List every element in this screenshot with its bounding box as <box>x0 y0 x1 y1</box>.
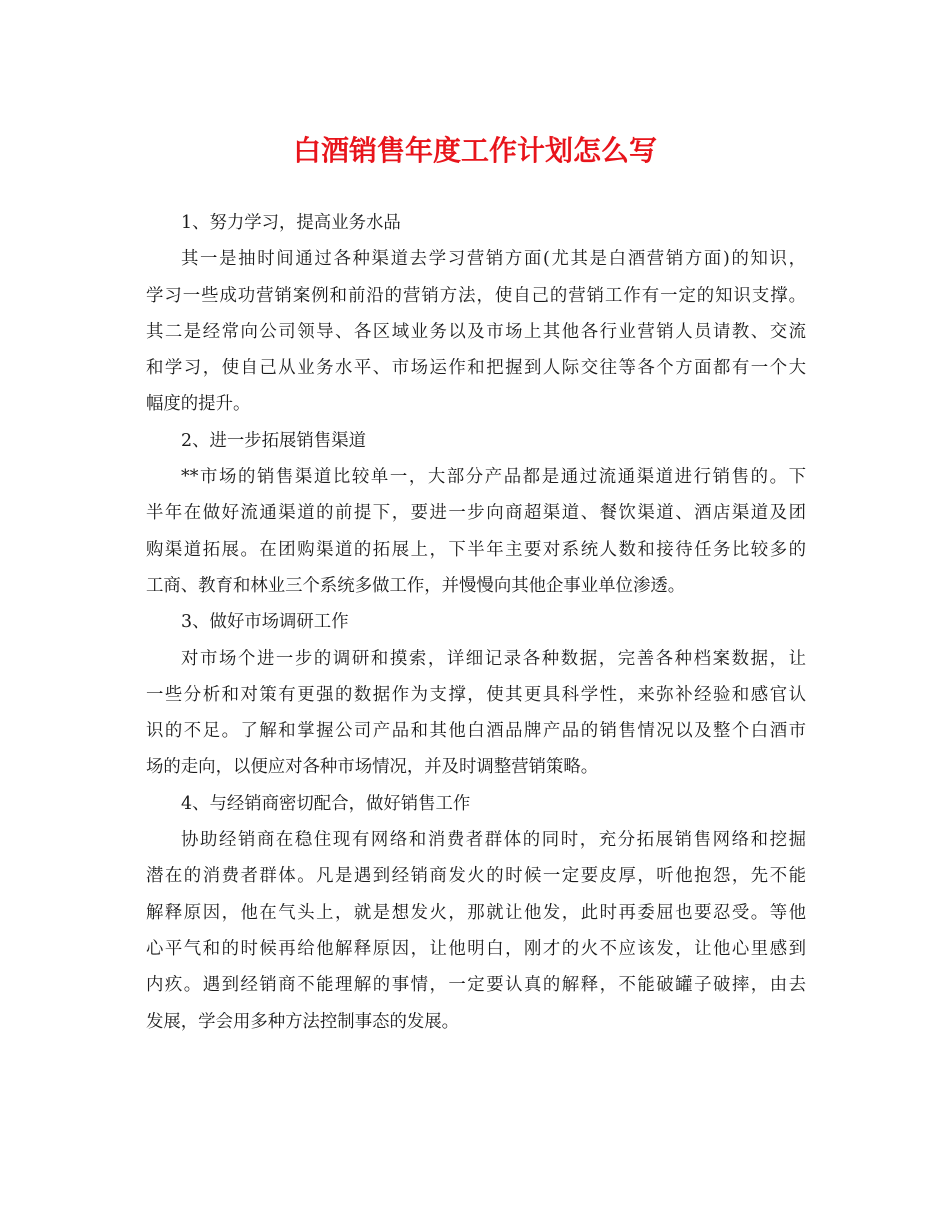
body-text-line: 发展，学会用多种方法控制事态的发展。 <box>146 1011 460 1032</box>
body-text-line: 内疚。遇到经销商不能理解的事情，一定要认真的解释，不能破罐子破摔，由去 <box>146 975 806 996</box>
document-body <box>146 205 806 1040</box>
document-title: 白酒销售年度工作计划怎么写 <box>292 134 657 167</box>
body-text-line: 半年在做好流通渠道的前提下，要进一步向商超渠道、餐饮渠道、酒店渠道及团 <box>146 503 806 524</box>
body-text-line: 和学习，使自己从业务水平、市场运作和把握到人际交往等各个方面都有一个大 <box>146 358 806 379</box>
body-text-line: 4、与经销商密切配合，做好销售工作 <box>181 793 471 814</box>
body-text-line: 心平气和的时候再给他解释原因，让他明白，刚才的火不应该发，让他心里感到 <box>146 938 806 959</box>
body-text-line: 潜在的消费者群体。凡是遇到经销商发火的时候一定要皮厚，听他抱怨，先不能 <box>146 866 806 887</box>
body-text-line: 学习一些成功营销案例和前沿的营销方法，使自己的营销工作有一定的知识支撑。 <box>146 285 806 306</box>
body-text-line: 场的走向，以便应对各种市场情况，并及时调整营销策略。 <box>146 757 599 778</box>
body-text-line: 工商、教育和林业三个系统多做工作，并慢慢向其他企事业单位渗透。 <box>146 575 686 596</box>
body-text-line: 解释原因，他在气头上，就是想发火，那就让他发，此时再委屈也要忍受。等他 <box>146 902 806 923</box>
body-text-line: 一些分析和对策有更强的数据作为支撑，使其更具科学性，来弥补经验和感官认 <box>146 684 806 705</box>
body-text-line: 识的不足。了解和掌握公司产品和其他白酒品牌产品的销售情况以及整个白酒市 <box>146 721 806 742</box>
body-text-line: 其一是抽时间通过各种渠道去学习营销方面(尤其是白酒营销方面)的知识， <box>181 249 806 270</box>
body-text-line: 对市场个进一步的调研和摸索，详细记录各种数据，完善各种档案数据，让 <box>181 648 806 669</box>
body-text-line: 1、努力学习，提高业务水品 <box>181 213 401 233</box>
body-text-line: 购渠道拓展。在团购渠道的拓展上，下半年主要对系统人数和接待任务比较多的 <box>146 539 806 560</box>
body-text-line: **市场的销售渠道比较单一，大部分产品都是通过流通渠道进行销售的。下 <box>181 467 806 488</box>
body-text-line: 协助经销商在稳住现有网络和消费者群体的同时，充分拓展销售网络和挖掘 <box>181 830 806 851</box>
body-text-line: 幅度的提升。 <box>146 394 251 415</box>
body-text-line: 其二是经常向公司领导、各区域业务以及市场上其他各行业营销人员请教、交流 <box>146 321 806 342</box>
body-text-line: 3、做好市场调研工作 <box>181 612 349 633</box>
body-text-line: 2、进一步拓展销售渠道 <box>181 430 366 451</box>
